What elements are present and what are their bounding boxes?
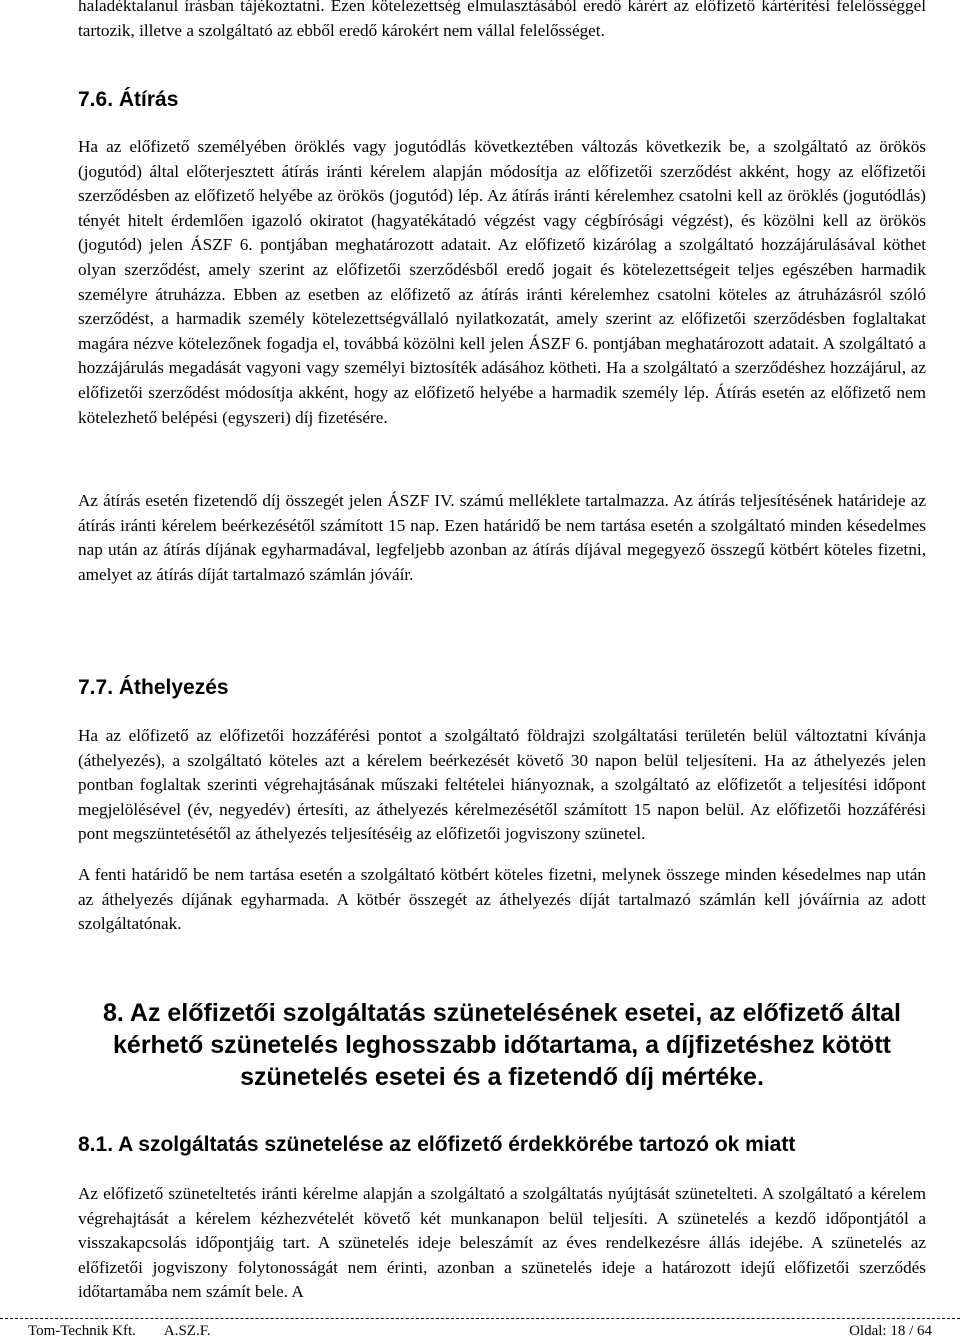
section-8-1-paragraph-1: Az előfizető szüneteltetés iránti kérelme alapján a szolgáltató a szolgáltatás nyújtását szünetelteti. A szolgáltató a kérelem végrehajtását a kérelem kézhezvételét követő két munkanapon belül teljesíti. A szünetelés a kezdő időpontjától a visszakapcsolás időpontjáig tart. A szünetelés ideje beleszámít az éves rendelkezésre állás idejébe. A szünetelés az előfizetői jogviszony folytonosságát nem érinti, azonban a szünetelés ideje a határozott idejű előfizetői szerződés időtartamába nem számít bele. A	[78, 1184, 926, 1302]
section-8-1-heading: 8.1. A szolgáltatás szünetelése az előfizető érdekkörébe tartozó ok miatt	[78, 1133, 796, 1156]
section-8-heading: 8. Az előfizetői szolgáltatás szünetelésének esetei, az előfizető által kérhető szünetelés leghosszabb időtartama, a díjfizetéshez kötött szünetelés esetei és a fizetendő díj mértéke.	[103, 999, 901, 1091]
section-7-6-paragraph-1: Ha az előfizető személyében öröklés vagy jogutódlás következtében változás következik be, a szolgáltató az örökös (jogutód) által előterjesztett átírás iránti kérelem alapján módosítja az előfizetői szerződést akként, hogy az előfizetői szerződésben az előfizető helyébe az örökös (jogutód) lép. Az átírás iránti kérelemhez csatolni kell az öröklés (jogutódlás) tényét hitelt érdemlően igazoló okiratot (hagyatékátadó végzést vagy cégbírósági végzést), és közölni kell az örökös (jogutód) jelen ÁSZF 6. pontjában meghatározott adatait. Az előfizető kizárólag a szolgáltató hozzájárulásával köthet olyan szerződést, amely szerint az előfizetői szerződésből eredő jogait és kötelezettségeit teljes egészében harmadik személyre átruházza. Ebben az esetben az előfizető az átírás iránti kérelemhez csatolni köteles az átruházásról szóló szerződést, a harmadik személy kötelezettségvállaló nyilatkozatát, amely szerint az előfizetői szerződésben foglaltakat magára nézve kötelezőnek fogadja el, továbbá közölni kell jelen ÁSZF 6. pontjában meghatározott adatait. A szolgáltató a hozzájárulás megadását vagyoni vagy személyi biztosíték adásához kötheti. Ha a szolgáltató a szerződéshez hozzájárul, az előfizetői szerződést módosítja akként, hogy az előfizető helyébe a harmadik személy lép. Átírás esetén az előfizető nem kötelezhető belépési (egyszeri) díj fizetésére.	[78, 137, 926, 427]
footer-company: Tom-Technik Kft.	[28, 1323, 136, 1339]
footer-doc-code: A.SZ.F.	[163, 1323, 211, 1339]
section-7-6-heading: 7.6. Átírás	[78, 88, 179, 111]
section-7-6-paragraph-2: Az átírás esetén fizetendő díj összegét jelen ÁSZF IV. számú melléklete tartalmazza. Az átírás teljesítésének határideje az átírás iránti kérelem beérkezésétől számított 15 nap. Ezen határidő be nem tartása esetén a szolgáltató minden késedelmes nap után az átírás díjának egyharmadával, legfeljebb azonban az átírás díjával megegyező összegű kötbért köteles fizetni, amelyet az átírás díját tartalmazó számlán jóváír.	[78, 491, 926, 584]
section-7-7-paragraph-1: Ha az előfizető az előfizetői hozzáférési pontot a szolgáltató földrajzi szolgáltatási területén belül változtatni kívánja (áthelyezés), a szolgáltató köteles azt a kérelem beérkezését követő 30 napon belül teljesíteni. Ha az áthelyezés jelen pontban foglaltak szerinti végrehajtásának műszaki feltételei hiányoznak, a szolgáltató az előfizetőt a teljesítési időpont megjelölésével (év, negyedév) értesíti, az áthelyezés kérelmezésétől számított 15 napon belül. Az előfizetői hozzáférési pont megszüntetésétől az áthelyezés teljesítéséig az előfizetői jogviszony szünetel.	[78, 726, 926, 844]
intro-paragraph: haladéktalanul írásban tájékoztatni. Ezen kötelezettség elmulasztásából eredő kárért az előfizető kártérítési felelősséggel tartozik, illetve a szolgáltató az ebből eredő károkért nem vállal felelősséget.	[78, 0, 926, 40]
footer-page-number: Oldal: 18 / 64	[849, 1323, 932, 1339]
section-7-7-paragraph-2: A fenti határidő be nem tartása esetén a szolgáltató kötbért köteles fizetni, melynek összege minden késedelmes nap után az áthelyezés díjának egyharmada. A kötbér összegét az áthelyezés díját tartalmazó számlán kell jóváírnia az adott szolgáltatónak.	[78, 865, 926, 934]
section-7-7-heading: 7.7. Áthelyezés	[78, 676, 229, 699]
footer-divider	[0, 1318, 960, 1319]
